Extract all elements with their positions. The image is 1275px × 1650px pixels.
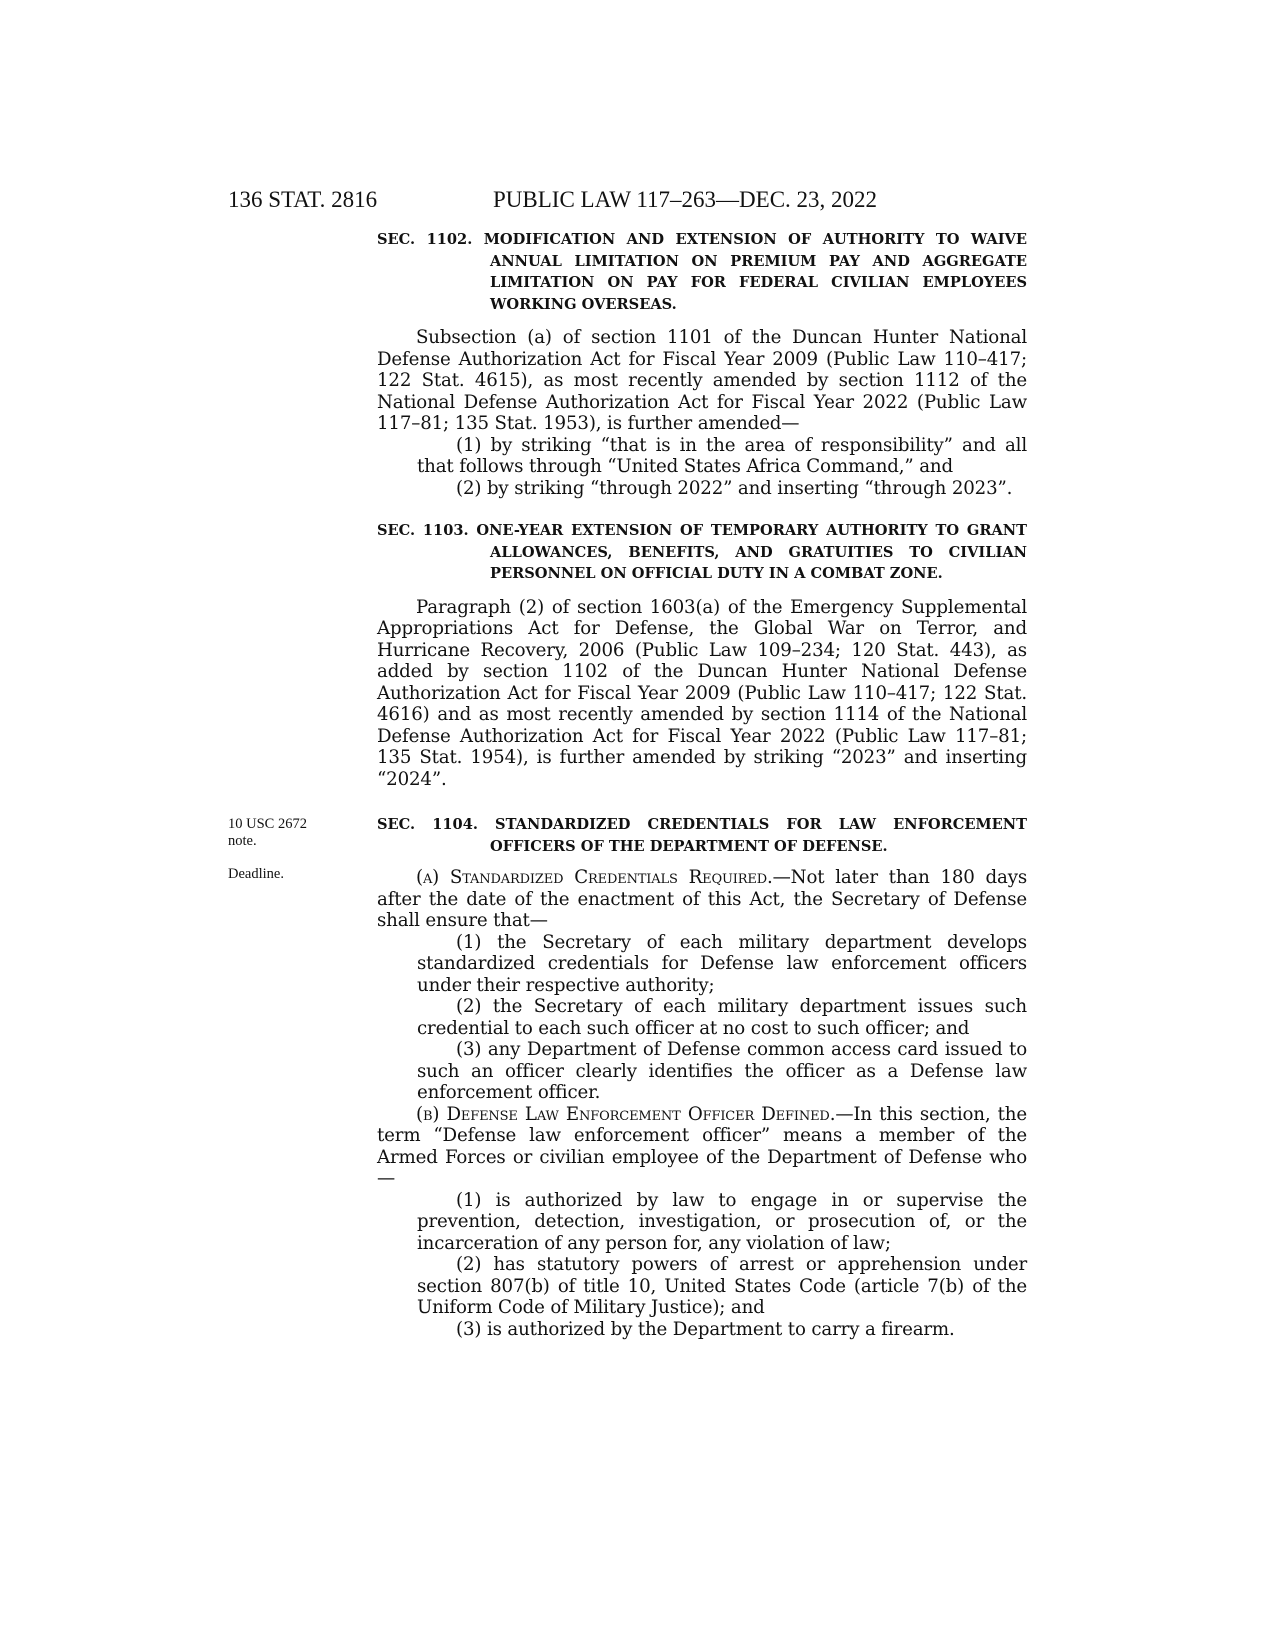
subsection-b-label: (b) Defense Law Enforcement Officer Defined. [416,1103,836,1125]
section-1102 [377,229,1027,499]
section-heading: SEC. 1104. STANDARDIZED CREDENTIALS FOR LAW ENFORCEMENT OFFICERS OF THE DEPARTMENT OF DEFENSE. [377,816,1027,855]
margin-note-citation: 10 USC 2672 note. [228,816,307,849]
list-item: (2) has statutory powers of arrest or apprehension under section 807(b) of title 10, United States Code (article 7(b) of the Uniform Code of Military Justice); and [417,1254,1027,1318]
subsection-a [377,867,1027,932]
list-item: (3) any Department of Defense common access card issued to such an officer clearly identifies the officer as a Defense law enforcement officer. [417,1039,1027,1103]
list-item: (1) is authorized by law to engage in or supervise the prevention, detection, investigation, or prosecution of, or the incarceration of any person for, any violation of law; [417,1189,1027,1254]
section-heading: SEC. 1102. MODIFICATION AND EXTENSION OF AUTHORITY TO WAIVE ANNUAL LIMITATION ON PREMIUM PAY AND AGGREGATE LIMITATION ON PAY FOR FEDERAL CIVILIAN EMPLOYEES WORKING OVERSEAS. [377,231,1027,313]
subsection-a-label: (a) Standardized Credentials Required. [416,867,773,888]
running-head: PUBLIC LAW 117–263—DEC. 23, 2022 [493,187,878,212]
section-heading: SEC. 1103. ONE-YEAR EXTENSION OF TEMPORARY AUTHORITY TO GRANT ALLOWANCES, BENEFITS, AND GRATUITIES TO CIVILIAN PERSONNEL ON OFFICIAL DUTY IN A COMBAT ZONE. [377,522,1027,582]
list-item: (2) the Secretary of each military department issues such credential to each such officer at no cost to such officer; and [417,996,1027,1039]
list-item: (1) by striking “that is in the area of responsibility” and all that follows through “United States Africa Command,” and [417,434,1027,477]
list-item: (1) the Secretary of each military department develops standardized credentials for Defense law enforcement officers under their respective authority; [417,931,1027,996]
subsection-a-text: —Not later than 180 days after the date of the enactment of this Act, the Secretary of Defense shall ensure that— [377,867,1028,931]
section-body: Paragraph (2) of section 1603(a) of the Emergency Supplemental Appropriations Act for Defense, the Global War on Terror, and Hurricane Recovery, 2006 (Public Law 109–234; 120 Stat. 443), as added by section 1102 of the Duncan Hunter National Defense Authorization Act for Fiscal Year 2009 (Public Law 110–417; 122 Stat. 4616) and as most recently amended by section 1114 of the National Defense Authorization Act for Fiscal Year 2022 (Public Law 117–81; 135 Stat. 1954), is further amended by striking “2023” and inserting “2024”. [377,596,1027,790]
margin-note-deadline: Deadline. [228,866,284,882]
section-intro: Subsection (a) of section 1101 of the Duncan Hunter National Defense Authorization Act for Fiscal Year 2009 (Public Law 110–417; 122 Stat. 4615), as most recently amended by section 1112 of the National Defense Authorization Act for Fiscal Year 2022 (Public Law 117–81; 135 Stat. 1953), is further amended— [377,327,1027,434]
page-number: 136 STAT. 2816 [228,187,378,212]
list-item: (2) by striking “through 2022” and inserting “through 2023”. [456,477,1013,499]
list-item: (3) is authorized by the Department to carry a firearm. [456,1318,955,1340]
section-1103 [377,520,1027,790]
page-header [228,186,928,216]
subsection-b-text: —In this section, the term “Defense law enforcement officer” means a member of the Armed Forces or civilian employee of the Department of Defense who— [377,1103,1027,1189]
subsection-b [377,1104,1027,1190]
section-1104 [377,814,1027,1340]
